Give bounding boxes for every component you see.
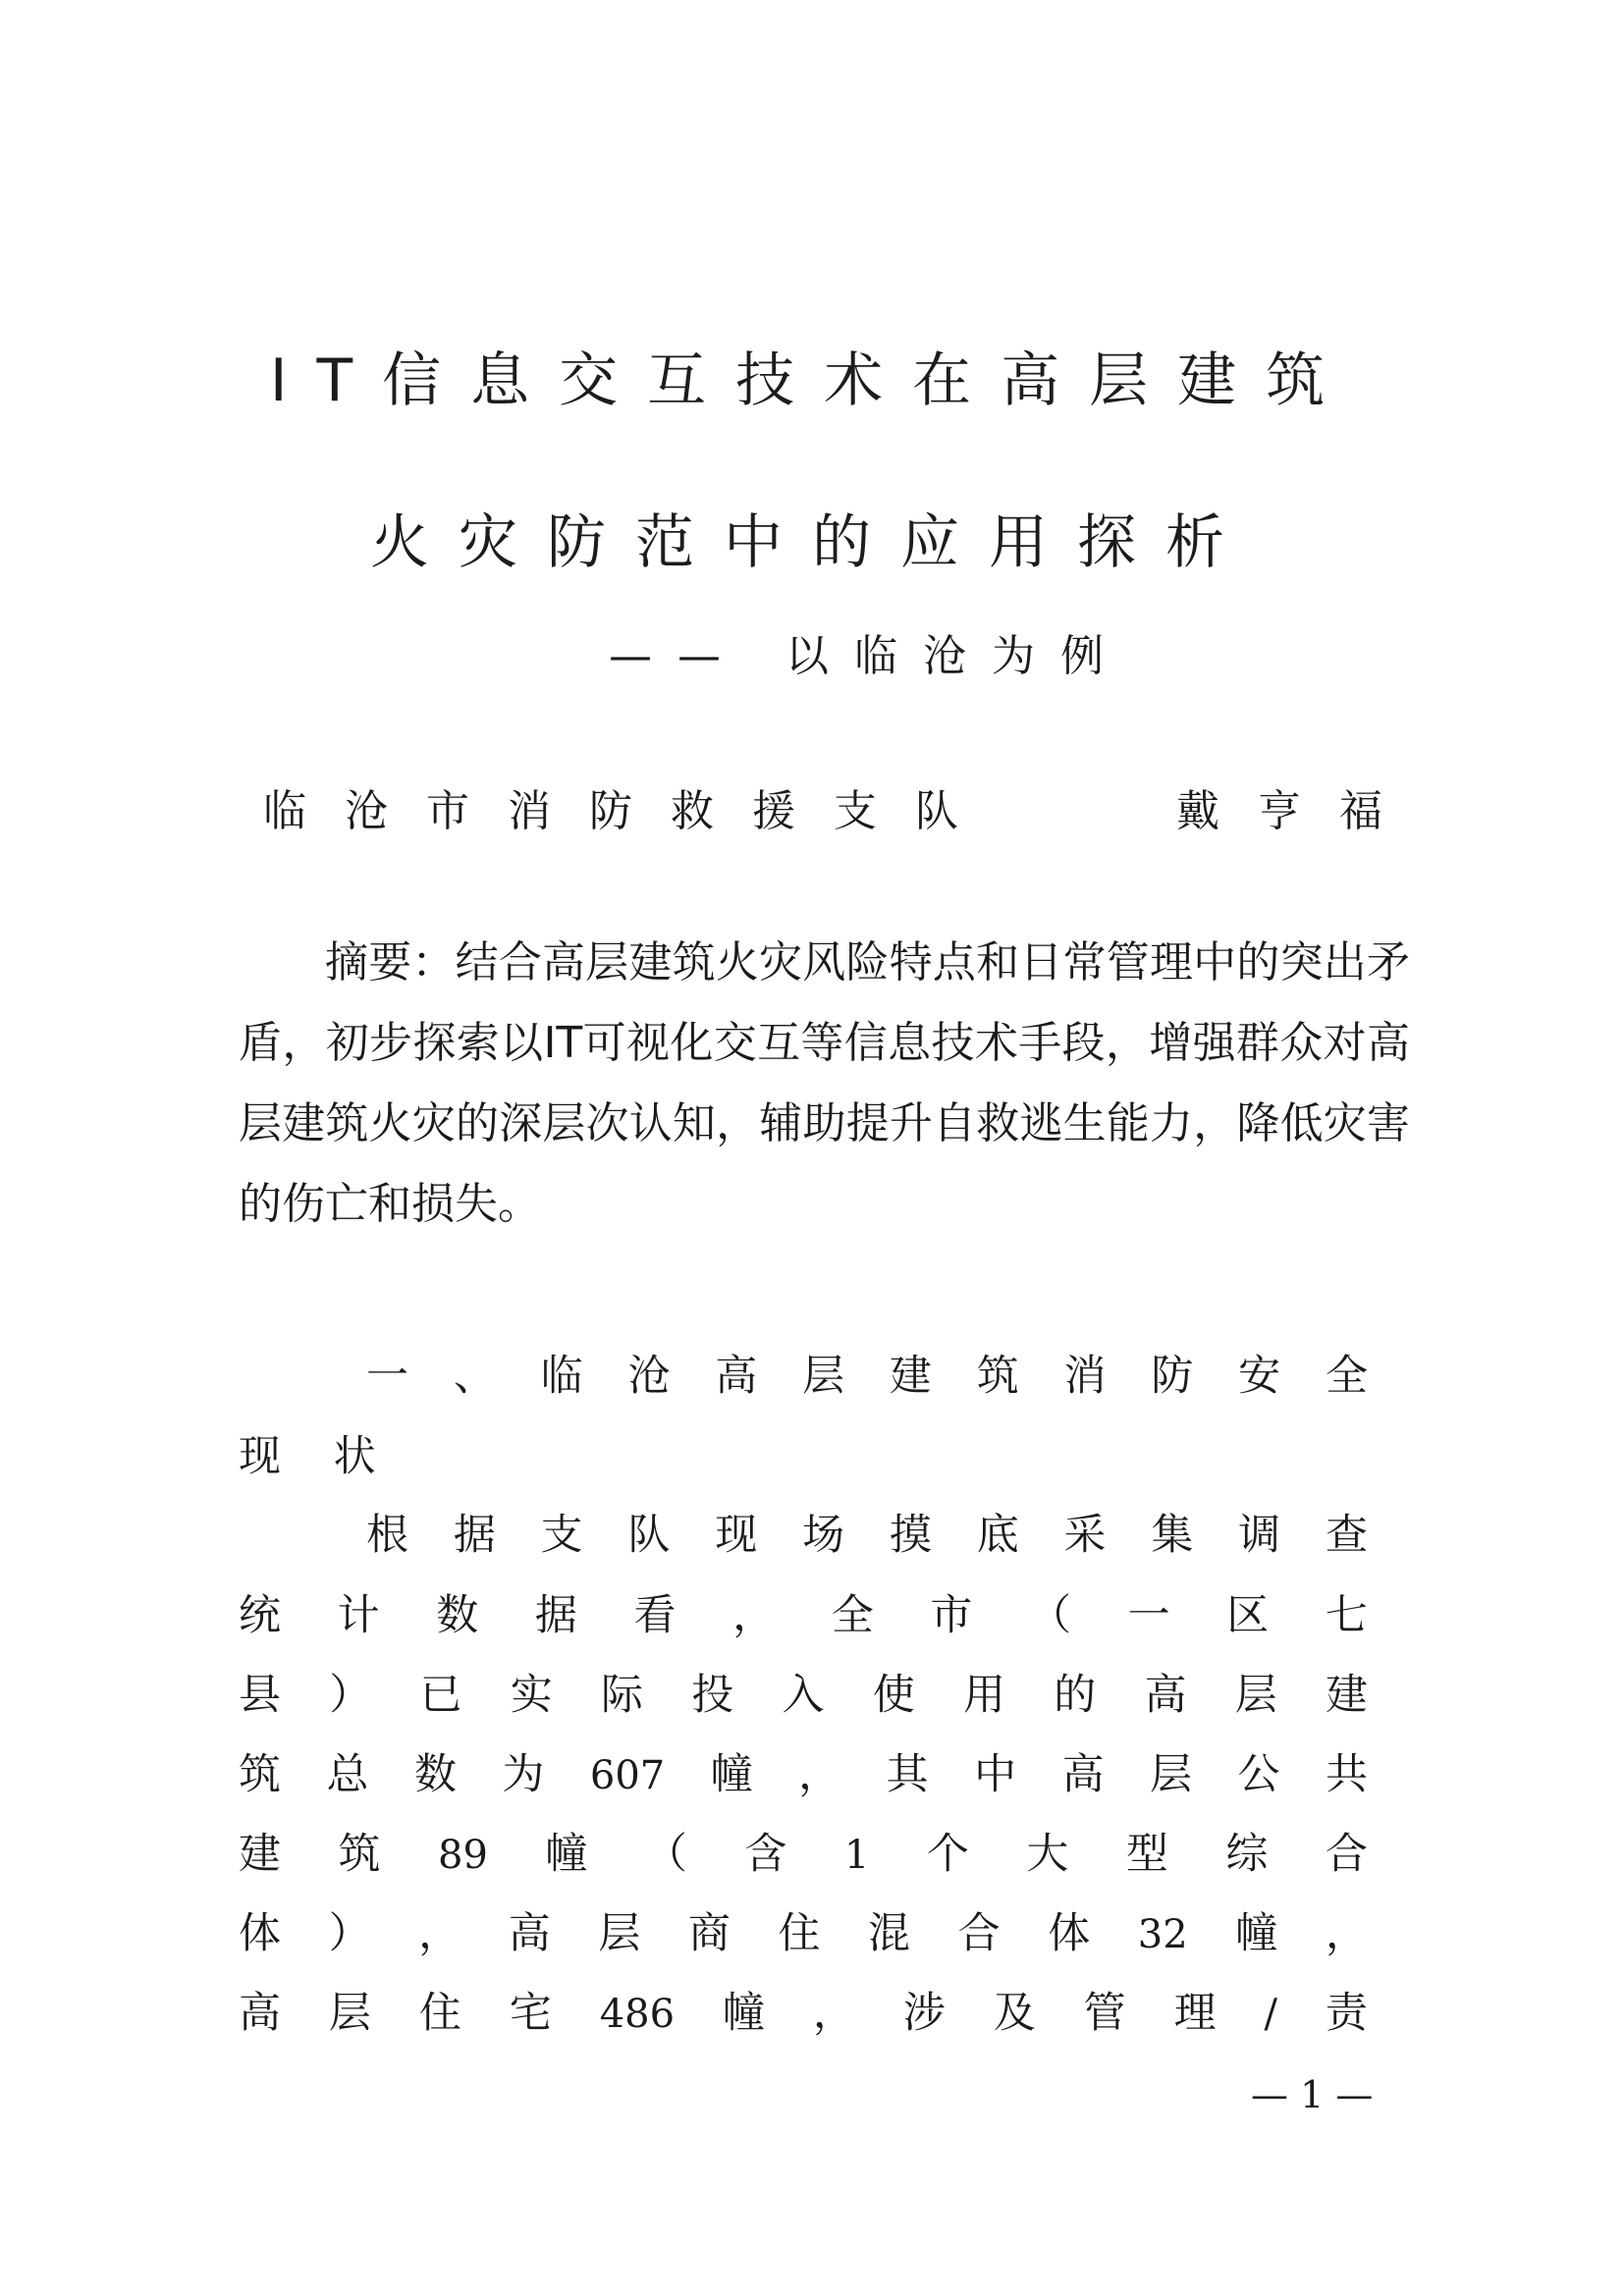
body-text-line xyxy=(239,1900,1368,1959)
text-token: 看 xyxy=(633,1591,677,1640)
text-token: 一 xyxy=(366,1352,408,1401)
text-token: 中 xyxy=(974,1750,1017,1799)
text-token: 幢 xyxy=(545,1830,588,1879)
text-token: 区 xyxy=(1226,1591,1270,1640)
body-text-line xyxy=(239,1980,1368,2039)
text-token: 体 xyxy=(239,1909,281,1958)
text-token: 筑 xyxy=(338,1830,381,1879)
author-line xyxy=(263,775,1421,838)
text-token: 管 xyxy=(1083,1989,1126,2038)
text-token: 及 xyxy=(993,1989,1036,2038)
text-token: 现 xyxy=(715,1511,758,1560)
text-token: 的 xyxy=(1054,1671,1097,1720)
text-token: ， xyxy=(812,1989,855,2038)
author-name: 戴亨福 xyxy=(1176,786,1421,836)
text-token: 高 xyxy=(239,1989,281,2038)
text-token: 607 xyxy=(589,1753,666,1798)
body-text-line xyxy=(239,1582,1368,1641)
text-token: 体 xyxy=(1048,1909,1091,1958)
text-token: ， xyxy=(1325,1909,1368,1958)
body-text-line xyxy=(366,1502,1368,1561)
text-token: 建 xyxy=(1326,1671,1368,1720)
text-token: 统 xyxy=(239,1591,281,1640)
text-token: 建 xyxy=(889,1352,932,1401)
text-token: 全 xyxy=(1325,1352,1368,1401)
text-token: 幢 xyxy=(1235,1909,1278,1958)
text-token: 筑 xyxy=(239,1750,281,1799)
text-token: 住 xyxy=(418,1989,461,2038)
text-token: 七 xyxy=(1325,1591,1368,1640)
text-token: 建 xyxy=(239,1830,281,1879)
text-token: ） xyxy=(328,1909,371,1958)
body-text-line xyxy=(239,1662,1368,1721)
body-text-line xyxy=(239,1741,1368,1800)
text-token: 总 xyxy=(326,1750,369,1799)
text-token: 层 xyxy=(1150,1750,1193,1799)
text-token: 合 xyxy=(1325,1830,1368,1879)
text-token: 使 xyxy=(872,1671,915,1720)
text-token: 数 xyxy=(436,1591,479,1640)
text-token: 486 xyxy=(599,1992,676,2037)
text-token: 队 xyxy=(627,1511,671,1560)
text-token: 为 xyxy=(502,1750,545,1799)
text-token: 高 xyxy=(1144,1671,1187,1720)
text-token: 含 xyxy=(744,1830,787,1879)
text-token: 个 xyxy=(926,1830,969,1879)
text-token: （ xyxy=(644,1830,687,1879)
text-token: 理 xyxy=(1173,1989,1217,2038)
text-token: 实 xyxy=(510,1671,553,1720)
author-organization: 临沧市消防救援支队 xyxy=(263,786,997,836)
text-token: 支 xyxy=(540,1511,583,1560)
text-token: 89 xyxy=(438,1833,488,1878)
text-token: / xyxy=(1264,1992,1277,2037)
text-token: 高 xyxy=(715,1352,758,1401)
text-token: 临 xyxy=(540,1352,583,1401)
body-text-line xyxy=(239,1821,1368,1880)
text-token: 1 xyxy=(843,1833,870,1878)
text-token: 根 xyxy=(366,1511,408,1560)
text-token: 住 xyxy=(778,1909,821,1958)
text-token: 摸 xyxy=(889,1511,932,1560)
section-heading-line-2: 现 状 xyxy=(239,1432,396,1481)
text-token: 底 xyxy=(976,1511,1019,1560)
text-token: 涉 xyxy=(902,1989,946,2038)
text-token: 商 xyxy=(687,1909,731,1958)
abstract-paragraph: 摘要：结合高层建筑火灾风险特点和日常管理中的突出矛盾，初步探索以IT可视化交互等信息技术手段，增强群众对高层建筑火灾的深层次认知，辅助提升自救逃生能力，降低灾害的伤亡和损失。 xyxy=(239,937,1410,1229)
text-token: 已 xyxy=(419,1671,462,1720)
text-token: 查 xyxy=(1325,1511,1368,1560)
text-token: 32 xyxy=(1137,1912,1188,1957)
text-token: 、 xyxy=(453,1352,496,1401)
section-heading-line-1 xyxy=(366,1343,1368,1402)
text-token: 高 xyxy=(508,1909,551,1958)
text-token: ， xyxy=(418,1909,461,1958)
text-token: 调 xyxy=(1238,1511,1281,1560)
text-token: 筑 xyxy=(976,1352,1019,1401)
text-token: 集 xyxy=(1151,1511,1194,1560)
text-token: 沧 xyxy=(627,1352,671,1401)
text-token: 共 xyxy=(1325,1750,1368,1799)
text-token: 际 xyxy=(601,1671,643,1720)
document-title-line-1: IT信息交互技术在高层建筑 xyxy=(269,347,1355,415)
text-token: 数 xyxy=(413,1750,457,1799)
text-token: 投 xyxy=(691,1671,734,1720)
text-token: 计 xyxy=(337,1591,380,1640)
text-token: 混 xyxy=(868,1909,911,1958)
text-token: 场 xyxy=(802,1511,845,1560)
text-token: 层 xyxy=(1234,1671,1277,1720)
text-token: 宅 xyxy=(509,1989,552,2038)
page-number: — 1 — xyxy=(1251,2073,1374,2116)
text-token: 一 xyxy=(1127,1591,1170,1640)
text-token: 型 xyxy=(1125,1830,1168,1879)
document-title-line-2: 火灾防范中的应用探析 xyxy=(370,508,1254,577)
text-token: 层 xyxy=(328,1989,371,2038)
text-token: 大 xyxy=(1026,1830,1069,1879)
text-token: 高 xyxy=(1061,1750,1105,1799)
text-token: （ xyxy=(1029,1591,1071,1640)
text-token: 采 xyxy=(1063,1511,1107,1560)
text-token: ， xyxy=(798,1750,841,1799)
text-token: 安 xyxy=(1238,1352,1281,1401)
text-token: 综 xyxy=(1225,1830,1269,1879)
text-token: 用 xyxy=(963,1671,1005,1720)
text-token: 层 xyxy=(598,1909,641,1958)
text-token: 市 xyxy=(930,1591,973,1640)
text-token: 全 xyxy=(831,1591,874,1640)
text-token: ） xyxy=(329,1671,372,1720)
text-token: 防 xyxy=(1151,1352,1194,1401)
document-subtitle: —— 以临沧为例 xyxy=(609,631,1129,681)
text-token: 据 xyxy=(453,1511,496,1560)
text-token: 合 xyxy=(957,1909,1001,1958)
text-token: 消 xyxy=(1063,1352,1107,1401)
text-token: 其 xyxy=(886,1750,929,1799)
text-token: 县 xyxy=(239,1671,281,1720)
text-token: 据 xyxy=(534,1591,577,1640)
text-token: 入 xyxy=(782,1671,825,1720)
text-token: 公 xyxy=(1237,1750,1280,1799)
text-token: 层 xyxy=(802,1352,845,1401)
text-token: 责 xyxy=(1325,1989,1368,2038)
text-token: 幢 xyxy=(710,1750,753,1799)
text-token: 幢 xyxy=(722,1989,765,2038)
text-token: ， xyxy=(732,1591,776,1640)
